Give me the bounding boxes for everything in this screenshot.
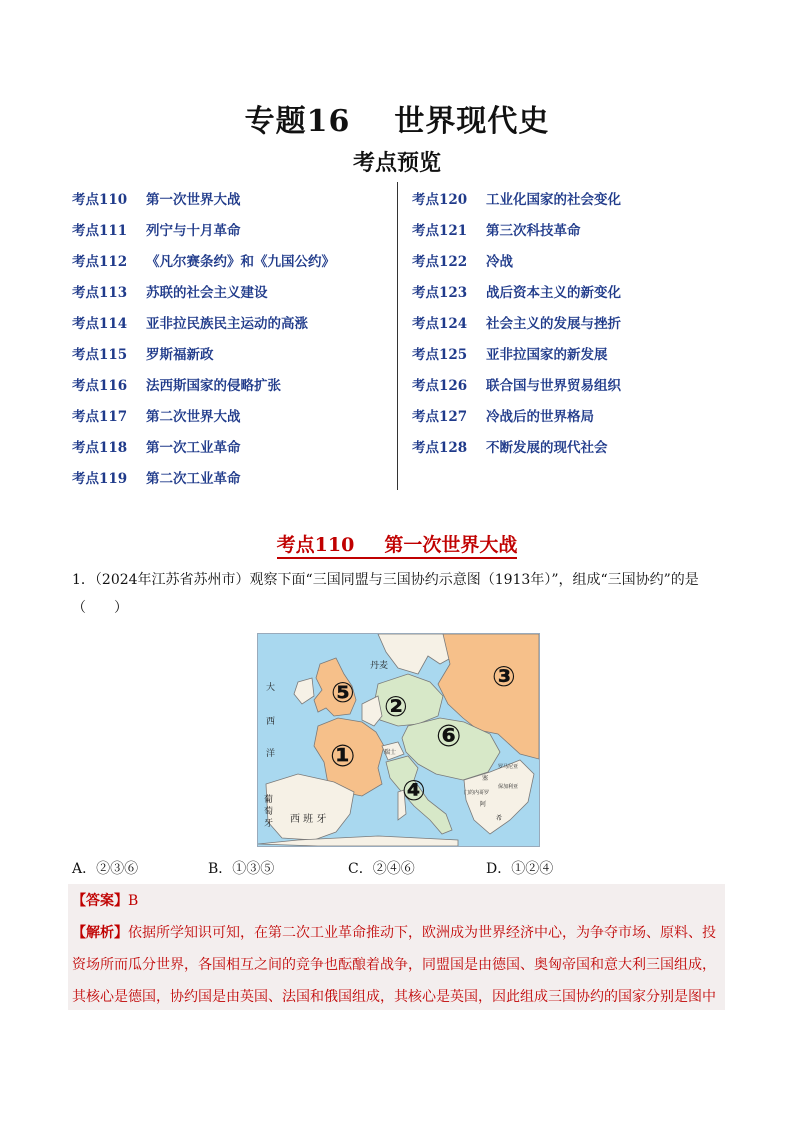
toc-item[interactable] bbox=[72, 400, 335, 431]
section-name: 第一次世界大战 bbox=[384, 534, 518, 556]
toc-item[interactable] bbox=[72, 431, 335, 462]
map-label-atlantic-1: 大 bbox=[266, 683, 276, 693]
section-heading bbox=[0, 530, 794, 557]
toc-label: 冷战 bbox=[486, 253, 513, 270]
option-c[interactable]: C．②④⑥ bbox=[348, 861, 415, 877]
toc-label: 第一次工业革命 bbox=[146, 440, 241, 457]
toc-code: 考点126 bbox=[412, 378, 468, 395]
toc-code: 考点116 bbox=[72, 378, 128, 395]
analysis-text-1: 依据所学知识可知，在第二次工业革命推动下，欧洲成为世界经济中心，为争夺市场、原料、投 bbox=[128, 925, 716, 941]
answer-value: B bbox=[128, 893, 139, 909]
toc-right-column bbox=[412, 182, 621, 462]
map-label-denmark: 丹麦 bbox=[370, 661, 389, 671]
map-label-atlantic-3: 洋 bbox=[266, 749, 276, 759]
toc-label: 《凡尔赛条约》和《九国公约》 bbox=[146, 253, 335, 270]
toc-label: 工业化国家的社会变化 bbox=[486, 191, 621, 208]
toc-code: 考点123 bbox=[412, 284, 468, 301]
toc-label: 冷战后的世界格局 bbox=[486, 409, 594, 426]
toc-item[interactable] bbox=[72, 306, 335, 337]
toc-item[interactable] bbox=[412, 182, 621, 213]
map-label-bulgaria: 保加利亚 bbox=[498, 784, 519, 790]
toc-item[interactable] bbox=[412, 244, 621, 275]
option-d[interactable]: D．①②④ bbox=[486, 861, 554, 877]
toc-code: 考点114 bbox=[72, 315, 128, 332]
toc-divider bbox=[397, 182, 398, 490]
analysis-line-2: 资场所而瓜分世界，各国相互之间的竞争也酝酿着战争，同盟国是由德国、奥匈帝国和意大利三国组成， bbox=[72, 957, 716, 973]
map-marker-3: ③ bbox=[492, 660, 516, 693]
answer-line bbox=[72, 886, 722, 916]
toc-label: 亚非拉国家的新发展 bbox=[486, 347, 608, 364]
toc-item[interactable] bbox=[72, 244, 335, 275]
toc-code: 考点125 bbox=[412, 347, 468, 364]
toc-code: 考点124 bbox=[412, 315, 468, 332]
toc-code: 考点119 bbox=[72, 471, 128, 488]
toc-code: 考点127 bbox=[412, 409, 468, 426]
europe-alliance-map bbox=[257, 633, 540, 847]
toc-item[interactable] bbox=[412, 213, 621, 244]
section-title bbox=[277, 534, 518, 559]
analysis-line-1 bbox=[72, 918, 722, 948]
page-title bbox=[0, 96, 794, 140]
toc-code: 考点115 bbox=[72, 347, 128, 364]
toc-item[interactable] bbox=[412, 369, 621, 400]
map-label-greece: 希 bbox=[496, 815, 503, 822]
toc-label: 社会主义的发展与挫折 bbox=[486, 315, 621, 332]
toc-code: 考点128 bbox=[412, 440, 468, 457]
toc-code: 考点111 bbox=[72, 222, 128, 239]
map-label-albania: 阿 bbox=[480, 801, 487, 808]
toc-label: 第二次世界大战 bbox=[146, 409, 241, 426]
toc-item[interactable] bbox=[72, 462, 335, 493]
toc-item[interactable] bbox=[72, 369, 335, 400]
map-svg bbox=[258, 634, 539, 846]
toc-label: 列宁与十月革命 bbox=[146, 222, 241, 239]
toc-item[interactable] bbox=[72, 213, 335, 244]
toc-code: 考点121 bbox=[412, 222, 468, 239]
toc-item[interactable] bbox=[72, 182, 335, 213]
toc-label: 战后资本主义的新变化 bbox=[486, 284, 621, 301]
toc-code: 考点112 bbox=[72, 253, 128, 270]
title-subject: 世界现代史 bbox=[394, 104, 550, 139]
toc-code: 考点120 bbox=[412, 191, 468, 208]
map-label-montenegro: 门的内哥罗 bbox=[464, 790, 490, 796]
toc-item[interactable] bbox=[412, 400, 621, 431]
toc bbox=[0, 182, 794, 492]
map-marker-1: ① bbox=[330, 739, 356, 774]
answer-options bbox=[72, 858, 732, 880]
map-label-portugal-3: 牙 bbox=[264, 819, 274, 829]
toc-label: 罗斯福新政 bbox=[146, 347, 214, 364]
toc-item[interactable] bbox=[72, 337, 335, 368]
option-b[interactable]: B．①③⑤ bbox=[208, 861, 275, 877]
toc-label: 第三次科技革命 bbox=[486, 222, 581, 239]
toc-item[interactable] bbox=[72, 275, 335, 306]
toc-item[interactable] bbox=[412, 337, 621, 368]
map-label-spain: 西 班 牙 bbox=[290, 814, 327, 825]
map-label-swiss: 瑞士 bbox=[384, 749, 397, 756]
analysis-line-3: 其核心是德国，协约国是由英国、法国和俄国组成，其核心是英国，因此组成三国协约的国家分别是图中 bbox=[72, 989, 716, 1005]
question-stem: 1．（2024年江苏省苏州市）观察下面“三国同盟与三国协约示意图（1913年）”，组成“三国协约”的是（ ） bbox=[72, 572, 699, 616]
toc-label: 法西斯国家的侵略扩张 bbox=[146, 378, 281, 395]
map-label-portugal-2: 萄 bbox=[264, 807, 274, 817]
toc-label: 联合国与世界贸易组织 bbox=[486, 378, 621, 395]
title-topic: 专题16 bbox=[244, 104, 351, 139]
analysis-tag: 【解析】 bbox=[72, 925, 128, 941]
map-marker-2: ② bbox=[384, 690, 408, 723]
map-marker-5: ⑤ bbox=[331, 676, 355, 709]
option-a[interactable]: A．②③⑥ bbox=[72, 861, 139, 877]
toc-code: 考点117 bbox=[72, 409, 128, 426]
toc-code: 考点118 bbox=[72, 440, 128, 457]
answer-tag: 【答案】 bbox=[72, 893, 128, 909]
toc-item[interactable] bbox=[412, 306, 621, 337]
toc-label: 第二次工业革命 bbox=[146, 471, 241, 488]
map-label-romania: 罗马尼亚 bbox=[498, 764, 519, 770]
toc-code: 考点110 bbox=[72, 191, 128, 208]
toc-code: 考点113 bbox=[72, 284, 128, 301]
toc-label: 苏联的社会主义建设 bbox=[146, 284, 268, 301]
map-label-atlantic-2: 西 bbox=[266, 717, 276, 727]
toc-label: 第一次世界大战 bbox=[146, 191, 241, 208]
toc-item[interactable] bbox=[412, 275, 621, 306]
toc-label: 亚非拉民族民主运动的高涨 bbox=[146, 315, 308, 332]
map-label-serbia: 塞 bbox=[482, 775, 489, 782]
toc-left-column bbox=[72, 182, 335, 493]
toc-code: 考点122 bbox=[412, 253, 468, 270]
map-marker-6: ⑥ bbox=[436, 719, 462, 754]
section-code: 考点110 bbox=[276, 534, 355, 556]
toc-label: 不断发展的现代社会 bbox=[486, 440, 608, 457]
page-subtitle: 考点预览 bbox=[352, 150, 441, 176]
map-marker-4: ④ bbox=[402, 774, 426, 807]
map-label-portugal-1: 葡 bbox=[264, 795, 274, 805]
toc-item[interactable] bbox=[412, 431, 621, 462]
